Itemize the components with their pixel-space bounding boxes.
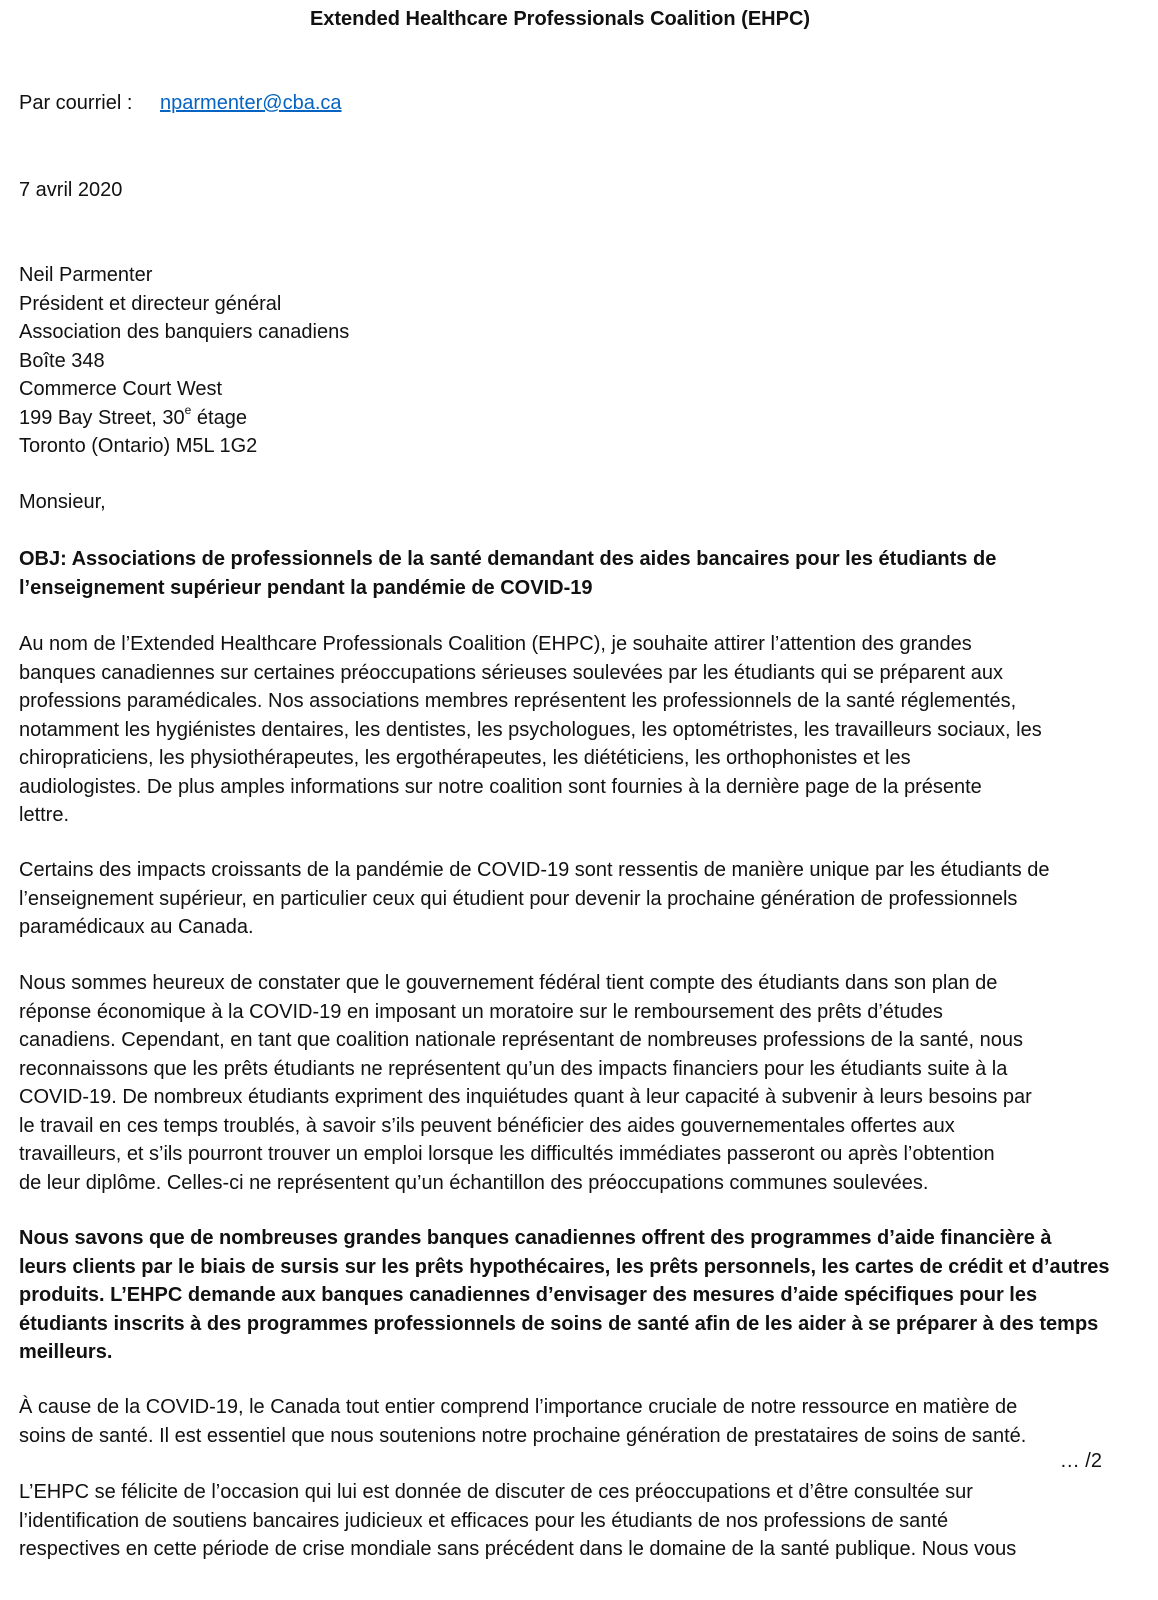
recipient-title: Président et directeur général [19,292,282,315]
paragraph-line: leurs clients par le biais de sursis sur les prêts hypothécaires, les prêts personnels, les cartes de crédit et d’autres [19,1255,1110,1278]
paragraph-line: Nous sommes heureux de constater que le gouvernement fédéral tient compte des étudiants dans son plan de [19,972,998,994]
paragraph-line: paramédicaux au Canada. [19,916,254,938]
letter-date: 7 avril 2020 [19,179,123,201]
paragraph-line: de leur diplôme. Celles-ci ne représentent qu’un échantillon des préoccupations communes soulevées. [19,1171,929,1194]
paragraph-line: soins de santé. Il est essentiel que nous soutenions notre prochaine génération de prestataires de soins de santé. [19,1424,1027,1447]
delivery-label: Par courriel : [19,92,133,114]
recipient-email-link[interactable]: nparmenter@cba.ca [160,92,342,114]
paragraph-closing [19,1478,1119,1564]
recipient-box: Boîte 348 [19,349,105,372]
paragraph-line: reconnaissons que les prêts étudiants ne représentent qu’un des impacts financiers pour les étudiants suite à la [19,1057,1008,1080]
paragraph-line: professions paramédicales. Nos associations membres représentent les professionnels de la santé réglementés, [19,690,1017,712]
paragraph-line: chiropraticiens, les physiothérapeutes, les ergothérapeutes, les diététiciens, les orthophonistes et les [19,747,911,769]
paragraph-impacts [19,856,1119,942]
street-superscript: e [184,402,192,417]
paragraph-introduction [19,630,1119,830]
street-main: 199 Bay Street, 30 [19,406,185,429]
paragraph-line: notamment les hygiénistes dentaires, les dentistes, les psychologues, les optométristes, les travailleurs sociaux, les [19,718,1042,741]
paragraph-line: lettre. [19,804,70,826]
subject-line-text: OBJ: Associations de professionnels de la santé demandant des aides bancaires pour les étudiants de [19,548,997,570]
paragraph-line: À cause de la COVID-19, le Canada tout entier comprend l’importance cruciale de notre ressource en matière de [19,1396,1018,1418]
recipient-street [19,404,349,433]
paragraph-importance [19,1393,1119,1450]
recipient-name: Neil Parmenter [19,264,153,286]
paragraph-line: Nous savons que de nombreuses grandes banques canadiennes offrent des programmes d’aide financière à [19,1227,1052,1249]
paragraph-line: audiologistes. De plus amples informations sur notre coalition sont fournies à la dernière page de la présente [19,775,982,798]
subject-line [19,545,1119,602]
recipient-city: Toronto (Ontario) M5L 1G2 [19,435,258,457]
paragraph-line: COVID-19. De nombreux étudiants expriment des inquiétudes quant à leur capacité à subvenir à leurs besoins par [19,1086,1032,1108]
paragraph-line: le travail en ces temps troublés, à savoir s’ils peuvent bénéficier des aides gouvernementales offertes aux [19,1114,955,1137]
paragraph-line: travailleurs, et s’ils pourront trouver un emploi lorsque les difficultés immédiates passeront ou après l’obtention [19,1143,995,1165]
paragraph-line: canadiens. Cependant, en tant que coalition nationale représentant de nombreuses professions de la santé, nous [19,1029,1024,1051]
salutation: Monsieur, [19,491,106,513]
recipient-address [19,261,349,461]
recipient-building: Commerce Court West [19,378,223,400]
recipient-organization: Association des banquiers canadiens [19,321,350,343]
paragraph-line: respectives en cette période de crise mondiale sans précédent dans le domaine de la santé publique. Nous vous [19,1538,1017,1560]
subject-line-text: l’enseignement supérieur pendant la pandémie de COVID-19 [19,576,593,599]
paragraph-line: étudiants inscrits à des programmes professionnels de soins de santé afin de les aider à se préparer à des temps [19,1312,1099,1335]
paragraph-line: produits. L’EHPC demande aux banques canadiennes d’envisager des mesures d’aide spécifiques pour les [19,1284,1038,1306]
paragraph-line: l’identification de soutiens bancaires judicieux et efficaces pour les étudiants de nos professions de santé [19,1509,949,1532]
paragraph-government-response [19,969,1119,1197]
paragraph-line: réponse économique à la COVID-19 en imposant un moratoire sur le remboursement des prêts d’études [19,1000,943,1023]
paragraph-line: l’enseignement supérieur, en particulier ceux qui étudient pour devenir la prochaine génération de professionnels [19,887,1018,910]
paragraph-line: Certains des impacts croissants de la pandémie de COVID-19 sont ressentis de manière unique par les étudiants de [19,859,1050,881]
paragraph-line: banques canadiennes sur certaines préoccupations sérieuses soulevées par les étudiants qui se préparent aux [19,661,1003,684]
paragraph-line: Au nom de l’Extended Healthcare Professionals Coalition (EHPC), je souhaite attirer l’attention des grandes [19,633,972,655]
paragraph-line: L’EHPC se félicite de l’occasion qui lui est donnée de discuter de ces préoccupations et d’être consultée sur [19,1481,973,1503]
page-continuation-marker: … /2 [1059,1450,1102,1472]
letterhead-title: Extended Healthcare Professionals Coalition (EHPC) [309,8,811,30]
paragraph-line: meilleurs. [19,1341,113,1363]
street-floor: étage [191,406,247,429]
paragraph-request-bold [19,1224,1119,1367]
